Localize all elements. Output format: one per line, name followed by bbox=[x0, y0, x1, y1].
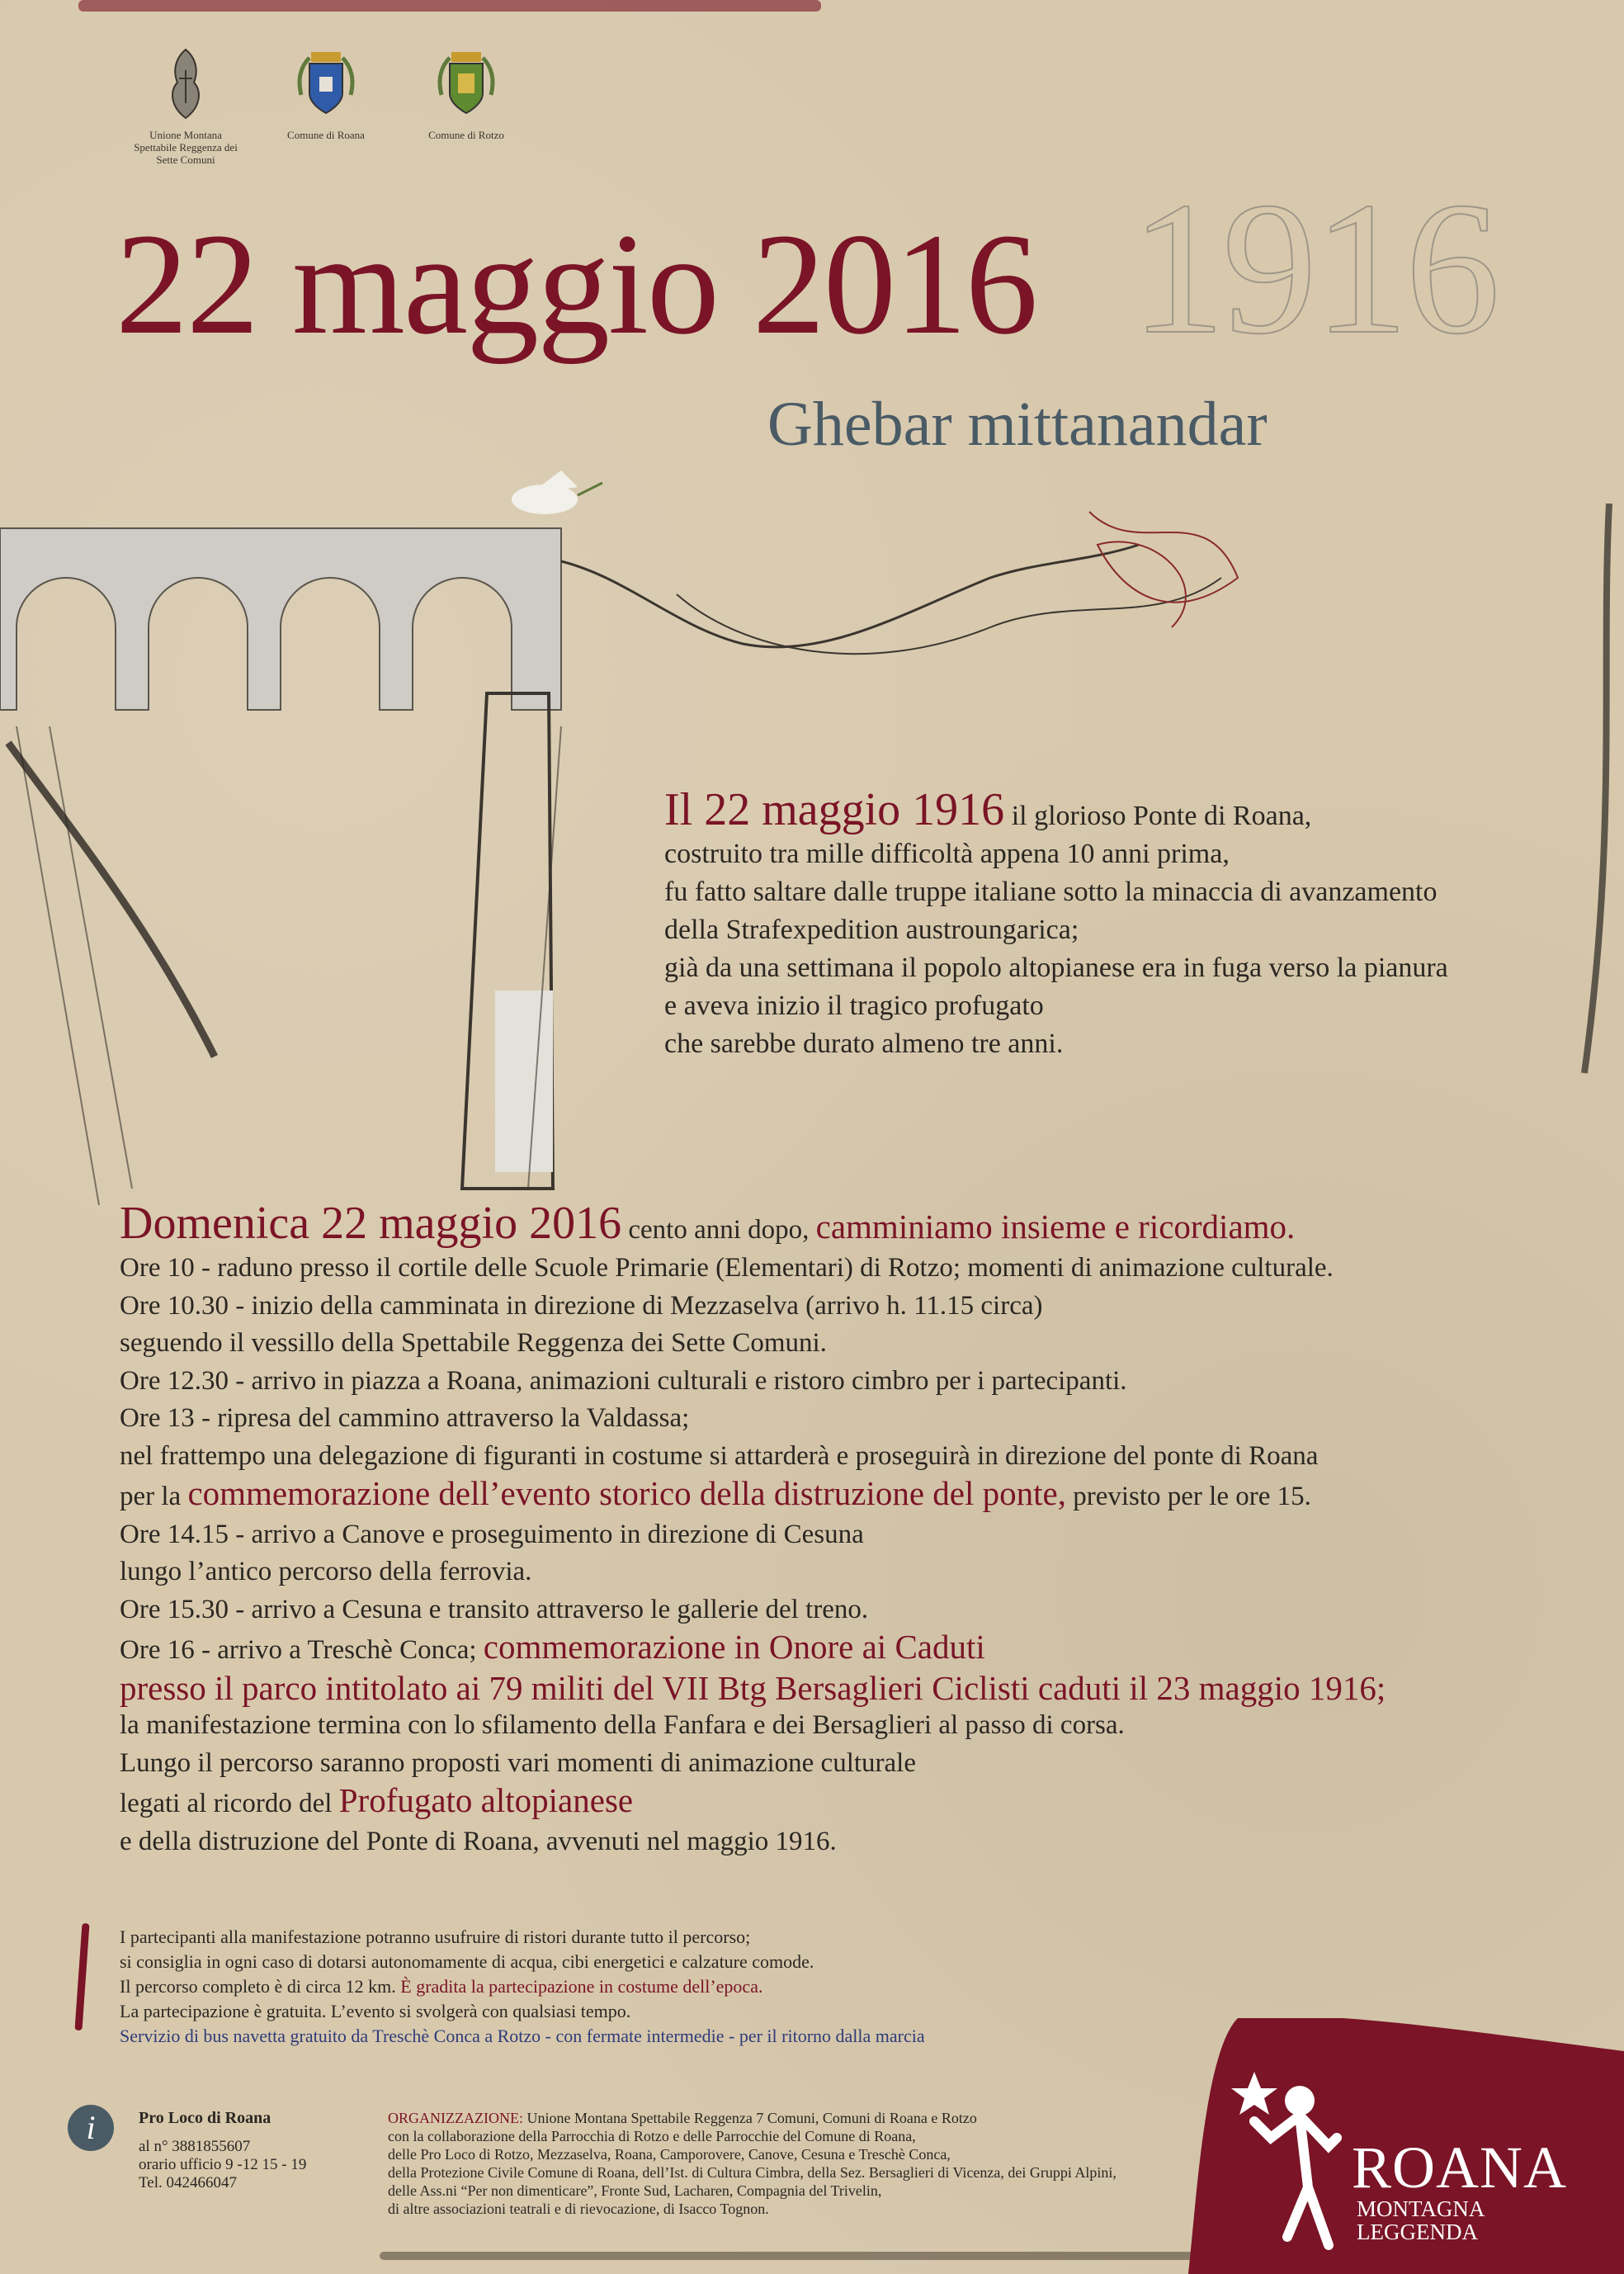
brand-line2: LEGGENDA bbox=[1357, 2220, 1478, 2244]
logo-row bbox=[132, 45, 520, 166]
logo-roana bbox=[272, 45, 380, 166]
logo-roana-label: Comune di Roana bbox=[287, 129, 365, 141]
note-line: La partecipazione è gratuita. L’evento si svolgerà con qualsiasi tempo. bbox=[120, 2001, 631, 2021]
program-line: presso il parco intitolato ai 79 militi del VII Btg Bersaglieri Ciclisti caduti il 23 maggio 1916; bbox=[120, 1668, 1386, 1707]
note-line: I partecipanti alla manifestazione potranno usufruire di ristori durante tutto il percorso; bbox=[120, 1927, 751, 1947]
rotzo-crest-icon bbox=[433, 45, 499, 124]
org-line: delle Pro Loco di Rotzo, Mezzaselva, Roana, Camporovere, Canove, Cesuna e Treschè Conca, bbox=[388, 2146, 951, 2163]
logo-rotzo-label: Comune di Rotzo bbox=[428, 129, 504, 141]
logo-rotzo bbox=[413, 45, 520, 166]
program-line bbox=[120, 1629, 1589, 1670]
logo-reggenza bbox=[132, 45, 239, 166]
note-text: Il percorso completo è di circa 12 km. bbox=[120, 1976, 396, 1997]
note-line: si consiglia in ogni caso di dotarsi autonomamente di acqua, cibi energetici e calzature comode. bbox=[120, 1951, 814, 1972]
page-subtitle: Ghebar mittanandar bbox=[767, 390, 1268, 459]
proloco-name: Pro Loco di Roana bbox=[139, 2109, 271, 2127]
page-title: 22 maggio 2016 bbox=[116, 204, 1036, 365]
brand-name: ROANA bbox=[1352, 2135, 1568, 2201]
program-text: previsto per le ore 15. bbox=[1073, 1482, 1311, 1511]
org-line: con la collaborazione della Parrocchia di Rotzo e delle Parrocchie del Comune di Roana, bbox=[388, 2128, 916, 2144]
org-line: di altre associazioni teatrali e di rievocazione, di Isacco Tognon. bbox=[388, 2201, 769, 2217]
program-line: Ore 10.30 - inizio della camminata in direzione di Mezzaselva (arrivo h. 11.15 circa) bbox=[120, 1290, 1043, 1321]
org-line: delle Ass.ni “Per non dimenticare”, Fronte Sud, Lacharen, Compagnia del Trivelin, bbox=[388, 2182, 882, 2199]
program-text: Ore 16 - arrivo a Treschè Conca; bbox=[120, 1635, 477, 1665]
intro-line: il glorioso Ponte di Roana, bbox=[1011, 801, 1312, 831]
intro-line: e aveva inizio il tragico profugato bbox=[664, 990, 1044, 1021]
org-label: ORGANIZZAZIONE: bbox=[388, 2110, 523, 2126]
notes-accent-bar bbox=[74, 1923, 89, 2031]
note-highlight: È gradita la partecipazione in costume dell’epoca. bbox=[400, 1976, 763, 1997]
logo-reggenza-label: Unione Montana Spettabile Reggenza dei Sette Comuni bbox=[134, 129, 238, 166]
program-highlight: commemorazione dell’evento storico della distruzione del ponte, bbox=[187, 1474, 1066, 1512]
roana-crest-icon bbox=[293, 45, 359, 124]
proloco-hours: orario ufficio 9 -12 15 - 19 bbox=[139, 2156, 307, 2173]
proloco-contact bbox=[139, 2109, 306, 2192]
notes-section bbox=[120, 1925, 1192, 2049]
program-lead: Domenica 22 maggio 2016 bbox=[120, 1198, 622, 1249]
bottom-brush-stroke bbox=[380, 2252, 1205, 2260]
program-line: lungo l’antico percorso della ferrovia. bbox=[120, 1557, 532, 1586]
program-text: per la bbox=[120, 1482, 182, 1511]
program-line: Lungo il percorso saranno proposti vari momenti di animazione culturale bbox=[120, 1747, 916, 1778]
program-line: Ore 12.30 - arrivo in piazza a Roana, animazioni culturali e ristoro cimbro per i partecipanti. bbox=[120, 1365, 1127, 1396]
program-line: nel frattempo una delegazione di figuranti in costume si attarderà e proseguirà in direzione del ponte di Roana bbox=[120, 1440, 1319, 1471]
dove-icon bbox=[512, 470, 602, 514]
intro-line: fu fatto saltare dalle truppe italiane sotto la minaccia di avanzamento bbox=[664, 877, 1438, 907]
program-text: legati al ricordo del bbox=[120, 1789, 333, 1818]
ghost-year: 1916 bbox=[1131, 163, 1497, 373]
info-icon: i bbox=[68, 2105, 114, 2151]
program-line: Ore 10 - raduno presso il cortile delle Scuole Primarie (Elementari) di Rotzo; momenti di animazione culturale. bbox=[120, 1253, 1334, 1283]
program-lead-mid: cento anni dopo, bbox=[628, 1215, 810, 1245]
shuttle-note: Servizio di bus navetta gratuito da Treschè Conca a Rotzo - con fermate intermedie - per il ritorno dalla marcia bbox=[120, 2026, 925, 2046]
program-line: e della distruzione del Ponte di Roana, avvenuti nel maggio 1916. bbox=[120, 1826, 837, 1856]
org-line: della Protezione Civile Comune di Roana, dell’Ist. di Cultura Cimbra, della Sez. Bersaglieri di Vicenza, dei Gruppi Alpini, bbox=[388, 2164, 1116, 2181]
note-line bbox=[120, 1974, 1192, 1999]
intro-lead: Il 22 maggio 1916 bbox=[664, 784, 1005, 835]
organizzazione-section bbox=[388, 2109, 1180, 2218]
program-heading bbox=[120, 1197, 1589, 1250]
intro-line: della Strafexpedition austroungarica; bbox=[664, 915, 1079, 945]
roana-brand bbox=[1352, 2135, 1568, 2244]
intro-line: che sarebbe durato almeno tre anni. bbox=[664, 1028, 1064, 1059]
top-brush-stroke bbox=[78, 0, 821, 12]
proloco-tel: Tel. 042466047 bbox=[139, 2174, 237, 2191]
proloco-phone: al n° 3881855607 bbox=[139, 2138, 251, 2155]
intro-paragraph bbox=[664, 784, 1589, 1063]
program-highlight: commemorazione in Onore ai Caduti bbox=[483, 1628, 985, 1666]
program-line bbox=[120, 1782, 1589, 1823]
program-line: Ore 15.30 - arrivo a Cesuna e transito attraverso le gallerie del treno. bbox=[120, 1594, 869, 1624]
program-line: la manifestazione termina con lo sfilamento della Fanfara e dei Bersaglieri al passo di corsa. bbox=[120, 1710, 1125, 1740]
reggenza-crest-icon bbox=[161, 45, 210, 124]
brand-line1: MONTAGNA bbox=[1357, 2196, 1485, 2221]
program-lead-red: camminiamo insieme e ricordiamo. bbox=[815, 1208, 1296, 1246]
program-section bbox=[120, 1197, 1589, 1860]
program-highlight: Profugato altopianese bbox=[338, 1781, 634, 1819]
intro-line: costruito tra mille difficoltà appena 10 anni prima, bbox=[664, 839, 1230, 869]
program-line: Ore 14.15 - arrivo a Canove e proseguimento in direzione di Cesuna bbox=[120, 1519, 864, 1549]
elf-figure-icon bbox=[1230, 2064, 1353, 2253]
org-line: Unione Montana Spettabile Reggenza 7 Comuni, Comuni di Roana e Rotzo bbox=[526, 2110, 977, 2126]
program-line bbox=[120, 1475, 1589, 1516]
program-line: Ore 13 - ripresa del cammino attraverso la Valdassa; bbox=[120, 1403, 690, 1433]
intro-line: già da una settimana il popolo altopianese era in fuga verso la pianura bbox=[664, 953, 1448, 983]
program-line: seguendo il vessillo della Spettabile Reggenza dei Sette Comuni. bbox=[120, 1328, 827, 1358]
